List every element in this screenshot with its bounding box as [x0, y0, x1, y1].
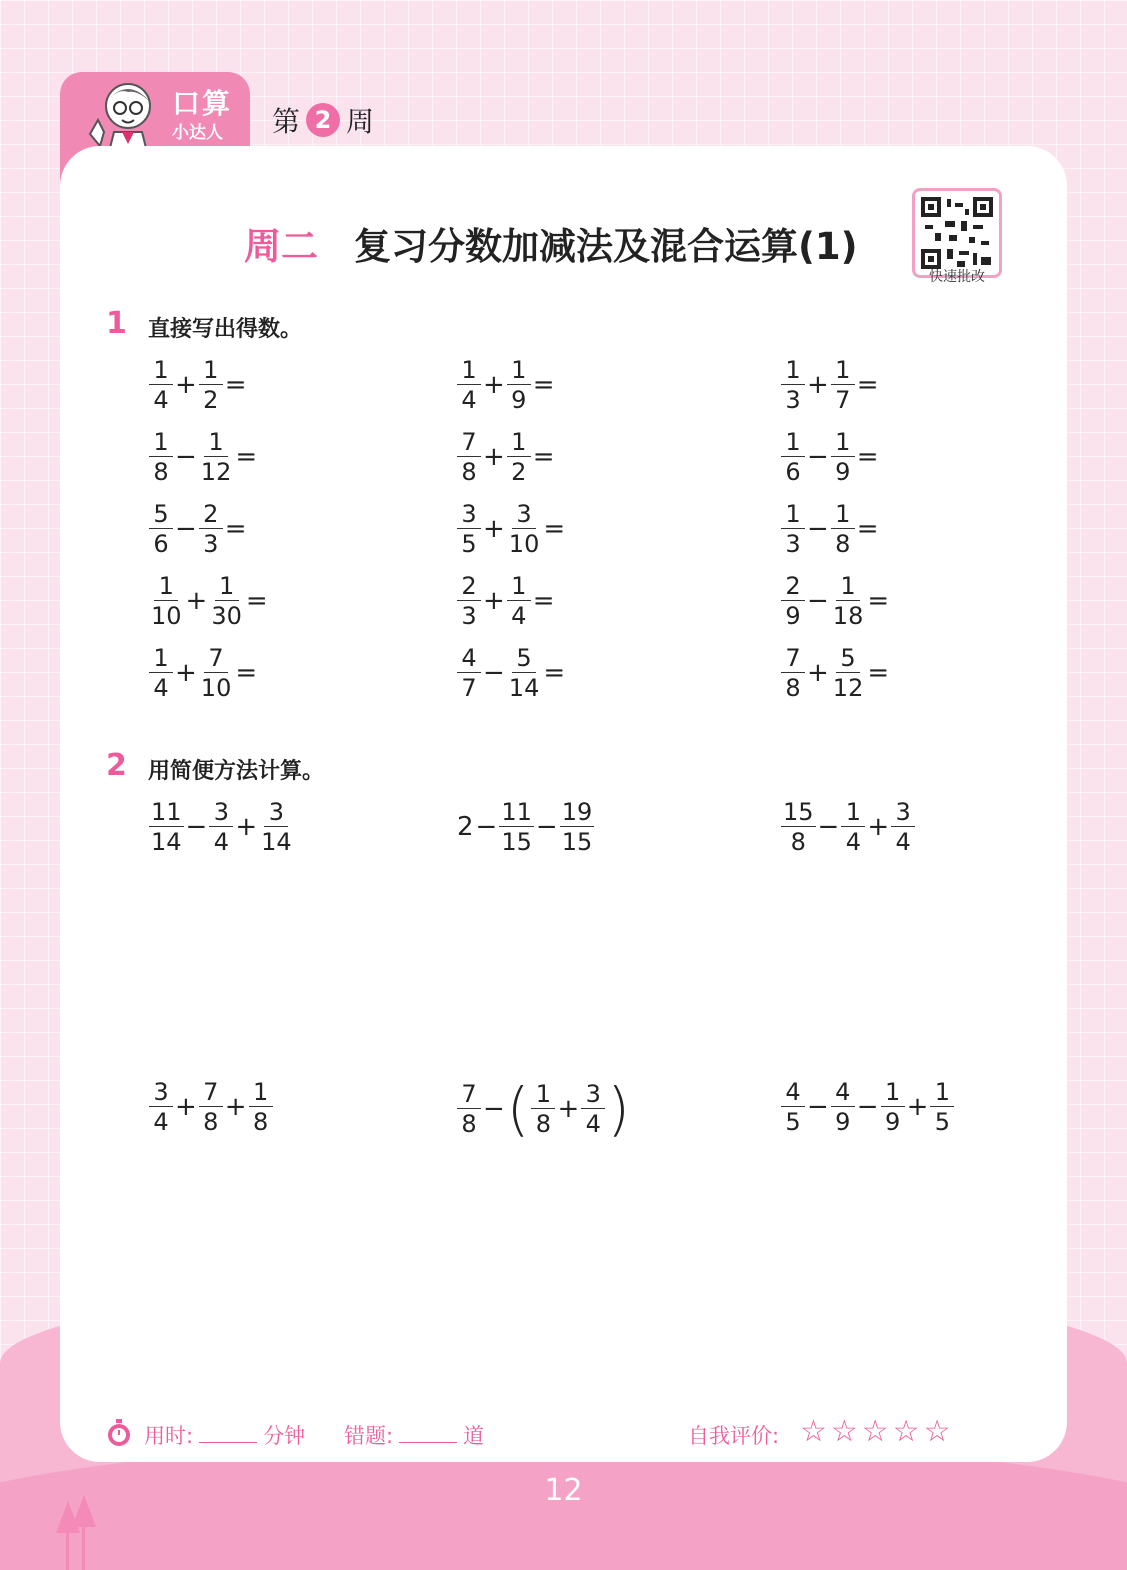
fraction	[199, 430, 234, 484]
numerator: 1	[507, 358, 531, 385]
fraction	[457, 646, 481, 700]
fraction	[457, 502, 481, 556]
week-number: 2	[306, 103, 340, 137]
numerator: 3	[512, 502, 536, 529]
section-2-number: 2	[106, 748, 127, 783]
denominator: 9	[785, 602, 801, 630]
denominator: 3	[461, 602, 477, 630]
operator: +	[175, 370, 197, 400]
operator: −	[807, 586, 829, 616]
time-label: 用时:	[144, 1424, 194, 1448]
numerator: 1	[831, 358, 855, 385]
title-day: 周二	[244, 225, 318, 268]
operator: =	[867, 658, 890, 688]
operator: =	[856, 514, 879, 544]
fraction	[781, 502, 805, 556]
fraction	[457, 1082, 481, 1136]
numerator: 4	[457, 646, 481, 673]
denominator: 8	[835, 530, 851, 558]
numerator: 1	[930, 1080, 954, 1107]
fraction	[781, 574, 805, 628]
problem-1-10	[148, 574, 269, 628]
denominator: 8	[785, 674, 801, 702]
operator: +	[185, 586, 208, 616]
fraction	[149, 574, 184, 628]
denominator: 12	[200, 458, 232, 486]
fraction	[581, 1082, 605, 1136]
denominator: 7	[461, 674, 477, 702]
qr-code-icon	[921, 197, 993, 269]
operator: =	[856, 442, 879, 472]
numerator: 1	[154, 574, 178, 601]
operator: −	[483, 658, 505, 688]
fraction	[507, 646, 542, 700]
fraction	[781, 646, 805, 700]
fraction	[259, 800, 294, 854]
operator: −	[475, 812, 498, 842]
operator: =	[245, 586, 268, 616]
numerator: 11	[501, 798, 532, 826]
denominator: 14	[508, 674, 540, 702]
denominator: 12	[832, 674, 864, 702]
operator: +	[807, 658, 829, 688]
problem-1-9	[780, 502, 880, 556]
operator: +	[483, 442, 505, 472]
fraction	[199, 1080, 223, 1134]
stopwatch-icon	[105, 1418, 133, 1448]
section-1-number: 1	[106, 306, 127, 341]
parenthesis: (	[506, 1075, 530, 1143]
operator: =	[532, 586, 555, 616]
numerator: 7	[204, 646, 228, 673]
operator: =	[532, 370, 555, 400]
numerator: 1	[149, 358, 173, 385]
numerator: 19	[561, 798, 593, 826]
fraction	[560, 800, 595, 854]
numerator: 3	[209, 800, 233, 827]
numerator: 1	[781, 502, 805, 529]
numerator: 1	[841, 800, 865, 827]
numerator: 1	[531, 1082, 555, 1109]
denominator: 5	[785, 1108, 801, 1136]
fraction	[199, 502, 223, 556]
fraction	[457, 358, 481, 412]
operator: +	[483, 370, 505, 400]
fraction	[499, 800, 534, 854]
numerator: 1	[199, 358, 223, 385]
operator: +	[807, 370, 829, 400]
numerator: 5	[512, 646, 536, 673]
problem-1-8	[456, 502, 566, 556]
fraction	[507, 358, 531, 412]
operator: =	[224, 514, 247, 544]
operator: =	[543, 514, 566, 544]
numerator: 1	[215, 574, 239, 601]
numerator: 5	[836, 646, 860, 673]
page-number: 12	[544, 1473, 583, 1508]
denominator: 10	[200, 674, 232, 702]
numerator: 1	[881, 1080, 905, 1107]
errors-label: 错题:	[344, 1424, 394, 1448]
operator: +	[483, 514, 505, 544]
denominator: 5	[934, 1108, 951, 1136]
denominator: 8	[790, 828, 806, 856]
denominator: 3	[785, 386, 801, 414]
fraction	[831, 574, 866, 628]
operator: −	[856, 1092, 879, 1122]
operator: =	[235, 658, 258, 688]
operator: +	[175, 658, 197, 688]
problem-1-15	[780, 646, 890, 700]
section-2-title: 用简便方法计算。	[148, 759, 325, 784]
denominator: 2	[203, 386, 219, 414]
operator: −	[175, 514, 197, 544]
denominator: 6	[785, 458, 801, 486]
problem-2-3	[780, 800, 916, 854]
operator: −	[535, 812, 558, 842]
self-eval-label: 自我评价:	[688, 1424, 780, 1448]
operator: +	[557, 1094, 580, 1124]
denominator: 10	[508, 530, 540, 558]
numerator: 2	[457, 574, 481, 601]
denominator: 4	[461, 386, 477, 414]
fraction	[781, 358, 805, 412]
denominator: 4	[585, 1110, 601, 1138]
fraction	[930, 1080, 954, 1134]
errors-unit: 道	[463, 1424, 485, 1448]
numerator: 1	[457, 358, 481, 385]
operator: +	[235, 812, 258, 842]
problem-1-1	[148, 358, 248, 412]
operator: =	[543, 658, 566, 688]
problem-2-6	[780, 1080, 955, 1134]
operator: −	[817, 812, 840, 842]
qr-code[interactable]	[912, 188, 1002, 278]
operator: +	[906, 1092, 929, 1122]
denominator: 4	[895, 828, 911, 856]
operator: =	[867, 586, 890, 616]
operator: =	[532, 442, 555, 472]
fraction	[841, 800, 865, 854]
numerator: 1	[836, 574, 860, 601]
numerator: 1	[831, 430, 855, 457]
badge-title: 口算	[172, 87, 233, 120]
fraction	[457, 574, 481, 628]
denominator: 14	[151, 828, 182, 856]
fraction	[831, 430, 855, 484]
parenthesis: )	[607, 1075, 630, 1143]
denominator: 4	[213, 828, 229, 856]
numerator: 2	[781, 574, 805, 601]
denominator: 9	[835, 1108, 851, 1136]
errors-input[interactable]	[399, 1424, 457, 1443]
rating-stars[interactable]: ☆☆☆☆☆	[800, 1414, 955, 1449]
fraction	[149, 800, 184, 854]
fraction	[199, 358, 223, 412]
problem-1-7	[148, 502, 248, 556]
fraction	[531, 1082, 555, 1136]
numerator: 7	[457, 430, 481, 457]
fraction	[781, 1080, 805, 1134]
problem-1-3	[780, 358, 880, 412]
numerator: 1	[507, 430, 531, 457]
operator: −	[807, 442, 829, 472]
denominator: 8	[461, 1110, 477, 1138]
problem-1-11	[456, 574, 556, 628]
badge-subtitle: 小达人	[172, 123, 223, 143]
time-unit: 分钟	[263, 1424, 306, 1448]
week-label	[272, 100, 374, 140]
numerator: 5	[149, 502, 173, 529]
denominator: 30	[211, 602, 242, 630]
numerator: 3	[891, 800, 915, 827]
error-count	[344, 1420, 484, 1450]
numerator: 15	[783, 798, 814, 826]
denominator: 15	[501, 828, 532, 856]
denominator: 2	[511, 458, 527, 486]
numerator: 4	[781, 1080, 805, 1107]
denominator: 8	[252, 1108, 269, 1136]
problem-2-5	[456, 1075, 631, 1143]
fraction	[209, 574, 244, 628]
numerator: 3	[149, 1080, 173, 1107]
fraction	[831, 646, 866, 700]
page-title	[244, 216, 858, 270]
numerator: 3	[264, 800, 288, 827]
operator: 2	[457, 812, 474, 842]
problem-1-2	[456, 358, 556, 412]
numerator: 1	[507, 574, 531, 601]
problem-1-6	[780, 430, 880, 484]
denominator: 8	[461, 458, 477, 486]
operator: +	[175, 1092, 197, 1122]
numerator: 1	[781, 358, 805, 385]
problem-1-12	[780, 574, 890, 628]
numerator: 11	[151, 798, 182, 826]
numerator: 1	[831, 502, 855, 529]
fraction	[149, 430, 173, 484]
denominator: 9	[511, 386, 527, 414]
numerator: 3	[457, 502, 481, 529]
operator: −	[807, 514, 829, 544]
numerator: 7	[457, 1082, 481, 1109]
problem-2-4	[148, 1080, 274, 1134]
fraction	[507, 502, 542, 556]
operator: =	[235, 442, 258, 472]
denominator: 7	[835, 386, 851, 414]
denominator: 5	[461, 530, 477, 558]
denominator: 9	[884, 1108, 901, 1136]
numerator: 1	[249, 1080, 273, 1107]
denominator: 15	[561, 828, 593, 856]
title-text: 复习分数加减法及混合运算(1)	[354, 225, 858, 268]
problem-1-13	[148, 646, 258, 700]
fraction	[149, 1080, 173, 1134]
fraction	[149, 646, 173, 700]
denominator: 18	[832, 602, 864, 630]
numerator: 1	[204, 430, 228, 457]
denominator: 3	[203, 530, 219, 558]
fraction	[457, 430, 481, 484]
fraction	[209, 800, 233, 854]
numerator: 2	[199, 502, 223, 529]
denominator: 3	[785, 530, 801, 558]
fraction	[891, 800, 915, 854]
operator: =	[224, 370, 247, 400]
denominator: 8	[535, 1110, 552, 1138]
numerator: 4	[831, 1080, 855, 1107]
operator: +	[867, 812, 890, 842]
denominator: 4	[153, 386, 169, 414]
fraction	[149, 502, 173, 556]
operator: −	[483, 1094, 505, 1124]
operator: +	[224, 1092, 247, 1122]
denominator: 4	[153, 674, 169, 702]
numerator: 1	[149, 430, 173, 457]
denominator: 8	[203, 1108, 219, 1136]
operator: =	[856, 370, 879, 400]
operator: −	[807, 1092, 829, 1122]
fraction	[831, 1080, 855, 1134]
denominator: 6	[153, 530, 169, 558]
week-prefix: 第	[272, 105, 301, 138]
section-1-title: 直接写出得数。	[148, 317, 303, 342]
fraction	[781, 430, 805, 484]
fraction	[507, 574, 531, 628]
problem-1-4	[148, 430, 258, 484]
denominator: 10	[151, 602, 182, 630]
time-used	[144, 1420, 305, 1450]
fraction	[881, 1080, 905, 1134]
denominator: 14	[261, 828, 292, 856]
denominator: 8	[153, 458, 169, 486]
denominator: 4	[845, 828, 861, 856]
fraction	[831, 358, 855, 412]
fraction	[831, 502, 855, 556]
fraction	[199, 646, 234, 700]
operator: −	[185, 812, 208, 842]
numerator: 7	[781, 646, 805, 673]
time-input[interactable]	[199, 1424, 257, 1443]
problem-2-2	[456, 800, 595, 854]
operator: +	[483, 586, 505, 616]
denominator: 9	[835, 458, 851, 486]
numerator: 1	[781, 430, 805, 457]
fraction	[507, 430, 531, 484]
fraction	[149, 358, 173, 412]
denominator: 4	[511, 602, 527, 630]
numerator: 3	[581, 1082, 605, 1109]
operator: −	[175, 442, 197, 472]
numerator: 1	[149, 646, 173, 673]
problem-2-1	[148, 800, 295, 854]
fraction	[249, 1080, 273, 1134]
fraction	[781, 800, 816, 854]
problem-1-5	[456, 430, 556, 484]
qr-label: 快速批改	[929, 269, 985, 285]
arrow-up-icon	[54, 1495, 100, 1570]
boy-mascot-icon	[78, 76, 164, 156]
problem-1-14	[456, 646, 566, 700]
numerator: 7	[199, 1080, 223, 1107]
week-suffix: 周	[346, 105, 375, 138]
denominator: 4	[153, 1108, 169, 1136]
